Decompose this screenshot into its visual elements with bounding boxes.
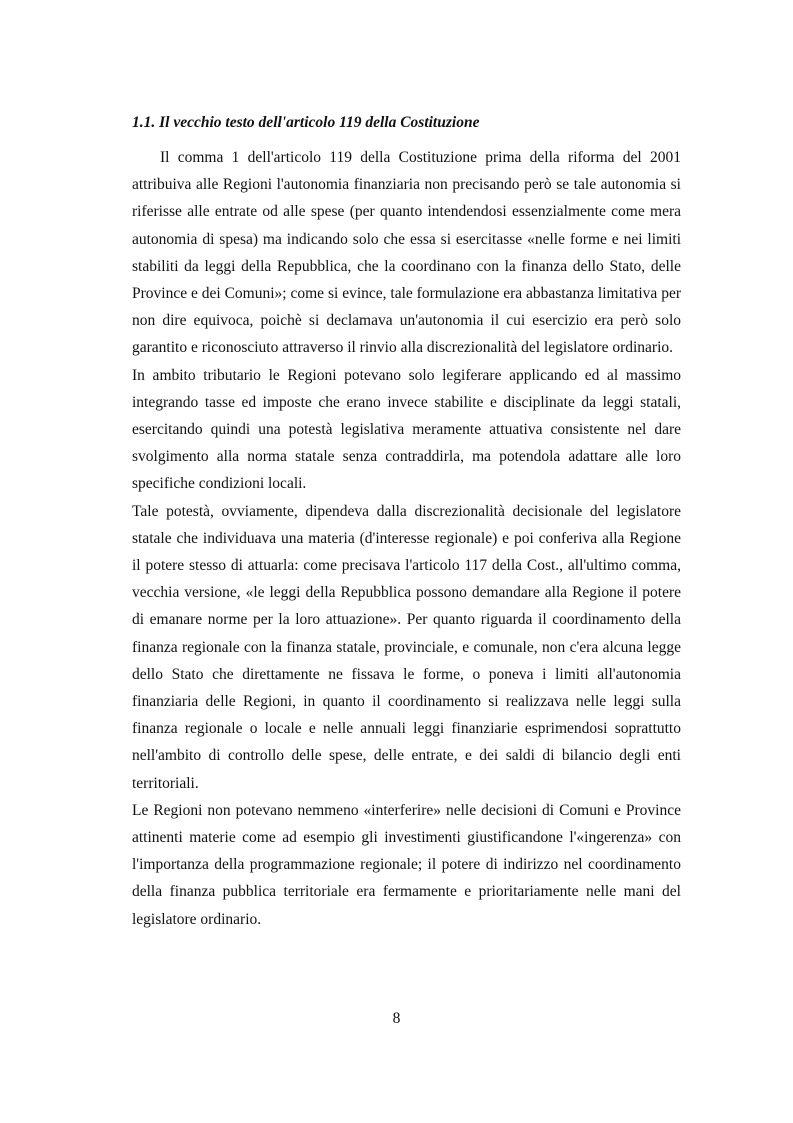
section-heading: 1.1. Il vecchio testo dell'articolo 119 della Costituzione: [132, 114, 480, 131]
document-page: [132, 112, 681, 933]
paragraph-3: Tale potestà, ovviamente, dipendeva dalla discrezionalità decisionale del legislatore statale che individuava una materia (d'interesse regionale) e poi conferiva alla Regione il potere stesso di attuarla: come precisava l'articolo 117 della Cost., all'ultimo comma, vecchia versione, «le leggi della Repubblica possono demandare alla Regione il potere di emanare norme per la loro attuazione». Per quanto riguarda il coordinamento della finanza regionale con la finanza statale, provinciale, e comunale, non c'era alcuna legge dello Stato che direttamente ne fissava le forme, o poneva i limiti all'autonomia finanziaria delle Regioni, in quanto il coordinamento si realizzava nelle leggi sulla finanza regionale o locale e nelle annuali leggi finanziarie esprimendosi soprattutto nell'ambito di controllo delle spese, delle entrate, e dei saldi di bilancio degli enti territoriali.: [132, 502, 681, 792]
paragraph-2: In ambito tributario le Regioni potevano solo legiferare applicando ed al massimo integrando tasse ed imposte che erano invece stabilite e disciplinate da leggi statali, esercitando quindi una potestà legislativa meramente attuativa consistente nel dare svolgimento alla norma statale senza contraddirla, ma potendola adattare alle loro specifiche condizioni locali.: [132, 366, 681, 493]
paragraph-4: Le Regioni non potevano nemmeno «interferire» nelle decisioni di Comuni e Province attinenti materie come ad esempio gli investimenti giustificandone l'«ingerenza» con l'importanza della programmazione regionale; il potere di indirizzo nel coordinamento della finanza pubblica territoriale era fermamente e prioritariamente nelle mani del legislatore ordinario.: [132, 801, 681, 928]
page-number: 8: [392, 1010, 401, 1027]
paragraph-1: Il comma 1 dell'articolo 119 della Costituzione prima della riforma del 2001 attribuiva alle Regioni l'autonomia finanziaria non precisando però se tale autonomia si riferisse alle entrate od alle spese (per quanto intendendosi essenzialmente come mera autonomia di spesa) ma indicando solo che essa si esercitasse «nelle forme e nei limiti stabiliti da leggi della Repubblica, che la coordinano con la finanza dello Stato, delle Province e dei Comuni»; come si evince, tale formulazione era abbastanza limitativa per non dire equivoca, poichè si declamava un'autonomia il cui esercizio era però solo garantito e riconosciuto attraverso il rinvio alla discrezionalità del legislatore ordinario.: [132, 149, 681, 357]
